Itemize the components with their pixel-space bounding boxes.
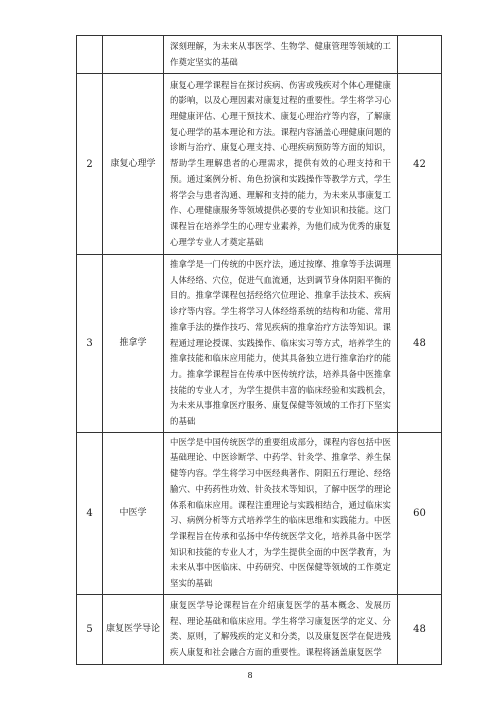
course-name-cell: 推拿学 xyxy=(103,255,164,433)
course-description-cell: 中医学是中国传统医学的重要组成部分，课程内容包括中医基础理论、中医诊断学、中药学、针灸学、推拿学、养生保健等内容。学生将学习中医经典著作、阴阳五行理论、经络腧穴、中药药性功效、针灸技术等知识，了解中医学的理论体系和临床应用。课程注重理论与实践相结合，通过临床实习、病例分析等方式培养学生的临床思维和实践能力。中医学课程旨在传承和弘扬中华传统医学文化，培养具备中医学知识和技能的专业人才，为学生提供全面的中医学教育，为未来从事中医临床、中药研究、中医保健等领域的工作奠定坚实的基础 xyxy=(164,432,398,594)
course-description-cell: 康复心理学课程旨在探讨疾病、伤害或残疾对个体心理健康的影响，以及心理因素对康复过程的重要性。学生将学习心理健康评估、心理干预技术、康复心理治疗等内容，了解康复心理学的基本理论和方法。课程内容涵盖心理健康问题的诊断与治疗、康复心理支持、心理疾病预防等方面的知识，帮助学生理解患者的心理需求，提供有效的心理支持和干预。通过案例分析、角色扮演和实践操作等教学方式，学生将学会与患者沟通、理解和支持的能力，为未来从事康复工作、心理健康服务等领域提供必要的专业知识和技能。这门课程旨在培养学生的心理专业素养，为他们成为优秀的康复心理学专业人才奠定基础 xyxy=(164,74,398,255)
course-hours-cell: 48 xyxy=(398,255,442,433)
course-description-cell: 推拿学是一门传统的中医疗法，通过按摩、推拿等手法调理人体经络、穴位，促进气血流通，达到调节身体阴阳平衡的目的。推拿学课程包括经络穴位理论、推拿手法技术、疾病诊疗等内容。学生将学习人体经络系统的结构和功能、常用推拿手法的操作技巧、常见疾病的推拿治疗方法等知识。课程通过理论授课、实践操作、临床实习等方式，培养学生的推拿技能和临床应用能力，使其具备独立进行推拿治疗的能力。推拿学课程旨在传承中医传统疗法，培养具备中医推拿技能的专业人才，为学生提供丰富的临床经验和实践机会，为未来从事推拿医疗服务、康复保健等领域的工作打下坚实的基础 xyxy=(164,255,398,433)
course-name-cell xyxy=(103,36,164,74)
course-name-cell: 中医学 xyxy=(103,432,164,594)
course-table xyxy=(76,35,442,665)
row-number-cell: 3 xyxy=(77,255,103,433)
table-row xyxy=(77,432,442,594)
table-row xyxy=(77,594,442,664)
row-number-cell: 5 xyxy=(77,594,103,664)
course-hours-cell: 60 xyxy=(398,432,442,594)
course-description-cell: 康复医学导论课程旨在介绍康复医学的基本概念、发展历程、理论基础和临床应用。学生将学习康复医学的定义、分类、原则，了解残疾的定义和分类，以及康复医学在促进残疾人康复和社会融合方面的重要性。课程将涵盖康复医学 xyxy=(164,594,398,664)
row-number-cell: 4 xyxy=(77,432,103,594)
course-description-cell: 深刻理解，为未来从事医学、生物学、健康管理等领域的工作奠定坚实的基础 xyxy=(164,36,398,74)
page-number: 8 xyxy=(247,671,253,680)
table-row xyxy=(77,36,442,74)
course-name-cell: 康复心理学 xyxy=(103,74,164,255)
table-row xyxy=(77,74,442,255)
table-row xyxy=(77,255,442,433)
row-number-cell: 2 xyxy=(77,74,103,255)
course-name-cell: 康复医学导论 xyxy=(103,594,164,664)
course-hours-cell: 48 xyxy=(398,594,442,664)
course-hours-cell xyxy=(398,36,442,74)
row-number-cell xyxy=(77,36,103,74)
course-hours-cell: 42 xyxy=(398,74,442,255)
